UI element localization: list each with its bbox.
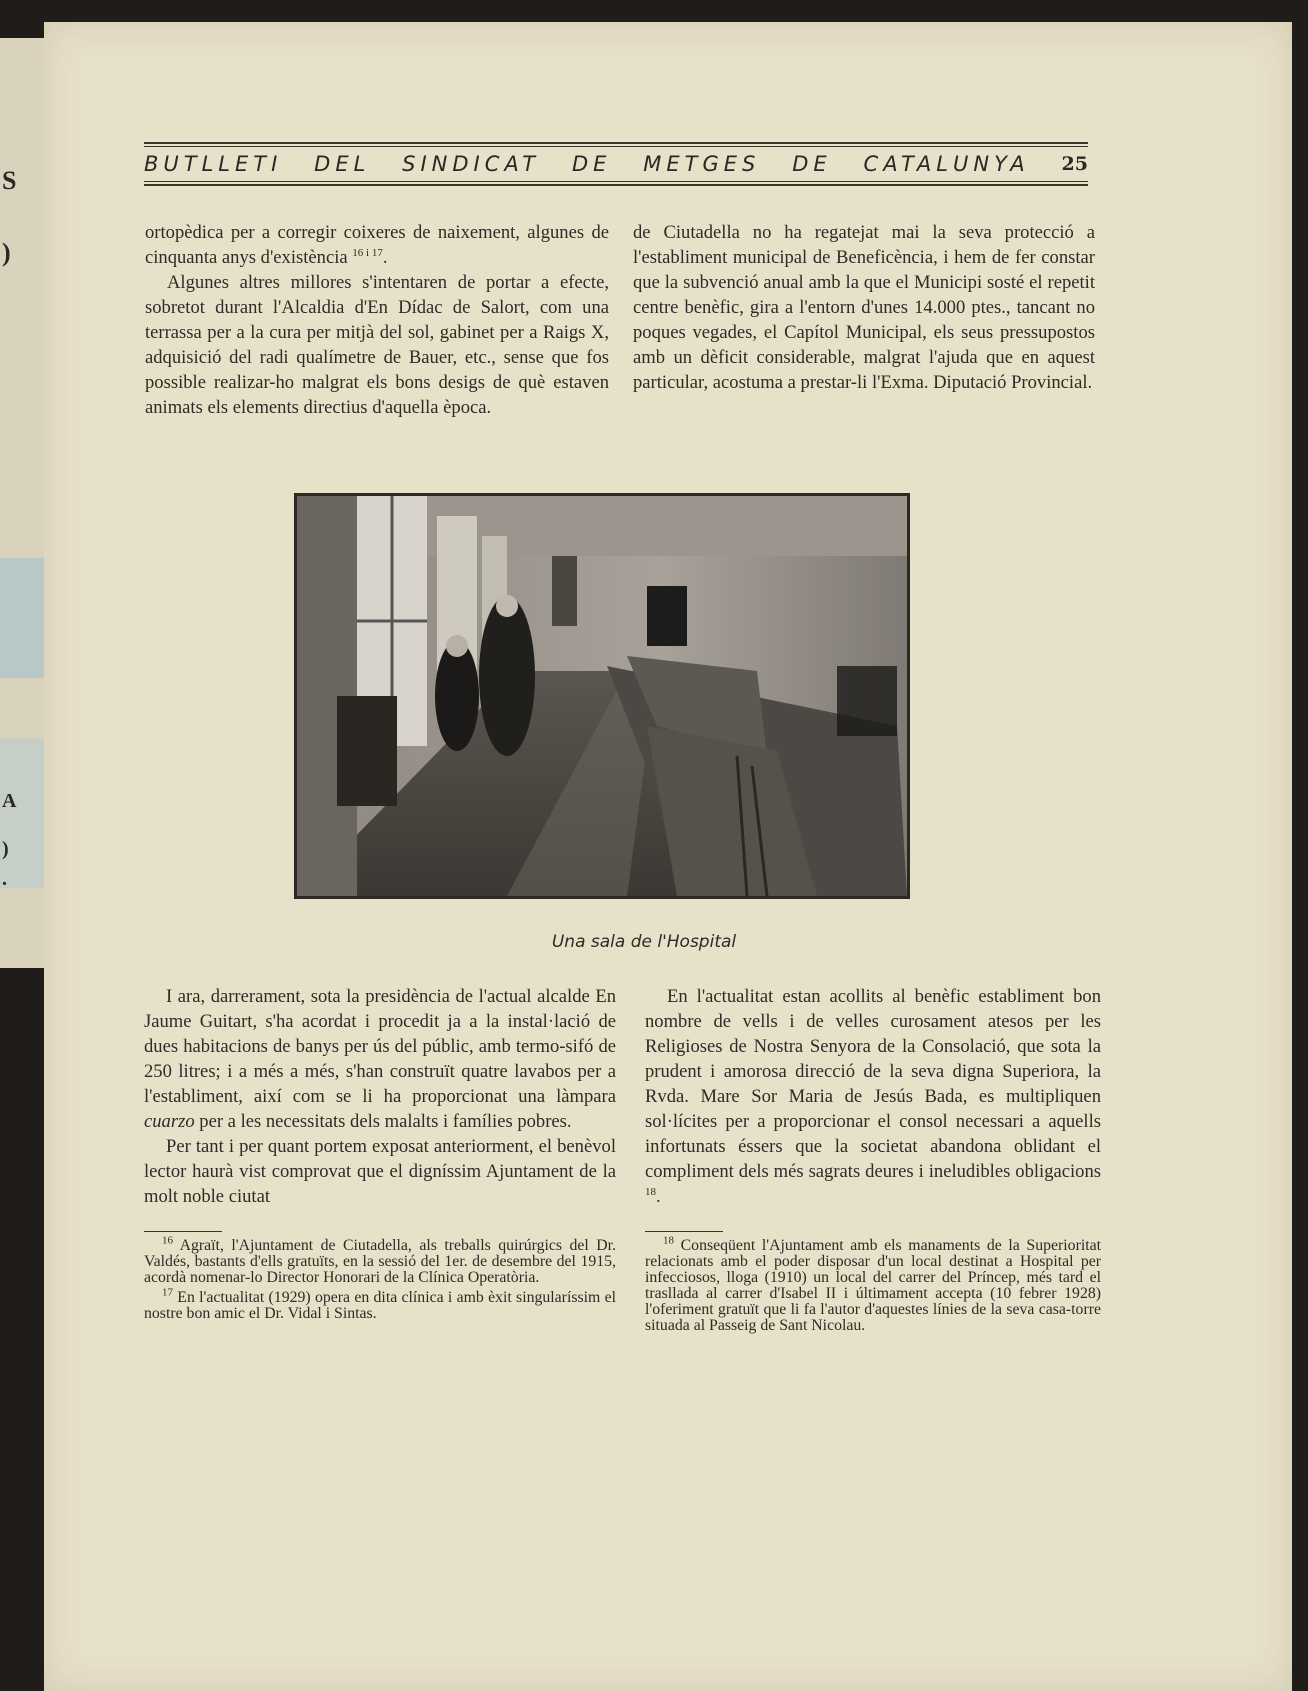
header-word: DE — [792, 152, 832, 176]
prev-page-glyph: ) — [2, 238, 11, 267]
footnote-ref: 16 i 17 — [352, 246, 383, 259]
header-word: CATALUNYA — [863, 152, 1030, 176]
column-bottom-left — [144, 984, 616, 1326]
paragraph — [645, 984, 1101, 1209]
column-top-left — [145, 220, 609, 420]
prev-page-glyph: ) — [2, 838, 9, 860]
header-rule — [144, 146, 1088, 147]
header-word: DE — [571, 152, 612, 176]
paragraph — [144, 984, 616, 1134]
hospital-ward-photo — [294, 493, 910, 899]
footnotes-left — [144, 1234, 617, 1322]
header-rule — [144, 184, 1088, 186]
prev-page-glyph: . — [2, 868, 7, 890]
header-rule — [144, 181, 1088, 182]
paragraph: de Ciutadella no ha regatejat mai la seva protecció a l'establiment municipal de Beneficència, i hem de fer constar que la subvenció anual amb la que el Municipi sosté el repetit centre benèfic, gira a l'entorn d'unes 14.000 ptes., tancant no poques vegades, el Capítol Municipal, els seus pressupostos amb un dèficit considerable, malgrat l'ajuda que en aquest particular, acostuma a prestar-li l'Exma. Diputació Provincial. — [633, 222, 1095, 393]
running-header — [144, 140, 1088, 188]
footnote — [645, 1234, 1102, 1334]
header-word: SINDICAT — [402, 152, 541, 176]
prev-page-glyph: A — [2, 790, 17, 812]
header-rule — [144, 142, 1088, 144]
paragraph-text: per a les necessitats dels malalts i famílies pobres. — [194, 1111, 572, 1132]
column-top-right — [633, 220, 1095, 395]
paragraph — [145, 220, 609, 270]
footnote-text: Agraït, l'Ajuntament de Ciutadella, als treballs quirúrgics del Dr. Valdés, bastants d'ells gratuïts, en la sessió del 1er. de desembre del 1915, acordà nomenar-lo Director Honorari de la Clínica Operatòria. — [144, 1237, 617, 1286]
header-word: METGES — [643, 152, 761, 176]
footnote — [144, 1286, 616, 1322]
paragraph: Per tant i per quant portem exposat anteriorment, el benèvol lector haurà vist comprovat que el digníssim Ajuntament de la molt noble ciutat — [144, 1136, 616, 1207]
footnote-number: 16 — [162, 1234, 173, 1247]
header-title — [144, 149, 1088, 179]
footnote-ref: 18 — [645, 1185, 656, 1198]
header-word: DEL — [314, 152, 371, 176]
paragraph-text: ortopèdica per a corregir coixeres de naixement, algunes de cinquanta anys d'existència — [145, 222, 609, 268]
column-bottom-right — [645, 984, 1101, 1338]
photo-caption: Una sala de l'Hospital — [551, 932, 737, 952]
paragraph-text: . — [656, 1186, 661, 1207]
paragraph-text: . — [382, 247, 388, 268]
footnote — [144, 1234, 617, 1286]
footnote-number: 18 — [663, 1234, 674, 1247]
footnote-text: Conseqüent l'Ajuntament amb els manaments de la Superioritat relacionats amb el poder disposar d'un local destinat a Hospital per infecciosos, lloga (1910) un local del carrer del Príncep, més tard el trasllada al carrer d'Isabel II i últimament accepta (10 febrer 1928) l'oferiment gratuït que li fa l'autor d'aquestes línies de la seva casa-torre situada al Passeig de Sant Nicolau. — [645, 1237, 1102, 1334]
paragraph: Algunes altres millores s'intentaren de portar a efecte, sobretot durant l'Alcaldia d'En Dídac de Salort, com una terrassa per a la cura per mitjà del sol, gabinet per a Raigs X, adquisició del radi qualímetre de Bauer, etc., sense que fos possible realizar-ho malgrat els bons desigs de què estaven animats els elements directius d'aquella època. — [145, 272, 609, 418]
footnote-rule — [144, 1231, 222, 1232]
emphasis-text: cuarzo — [144, 1111, 195, 1132]
footnote-rule — [645, 1231, 723, 1232]
footnote-text: En l'actualitat (1929) opera en dita clínica i amb èxit singularíssim el nostre bon amic el Dr. Vidal i Sintas. — [144, 1289, 616, 1322]
footnotes-right — [645, 1234, 1102, 1334]
paragraph-text: En l'actualitat estan acollits al benèfic establiment bon nombre de vells i de velles curosament atesos per les Religioses de Nostra Senyora de la Consolació, que sota la prudent i amorosa direcció de la seva digna Superiora, la Rvda. Mare Sor Maria de Jesús Bada, es multipliquen sol·lícites per a proporcionar el consol necessari a aquells infortunats éssers que la societat abandona oblidant el compliment dels més sagrats deures i ineludibles obligacions — [645, 986, 1101, 1182]
paragraph-text: I ara, darrerament, sota la presidència de l'actual alcalde En Jaume Guitart, s'ha acordat i procedit ja a la instal·lació de dues habitacions de banys per ús del públic, amb termo-sifó de 250 litres; i a més a més, s'han construït quatre lavabos per a l'establiment, així com se li ha proporcionat una làmpara — [144, 986, 616, 1107]
header-word: BUTLLETI — [144, 152, 283, 176]
page-number: 25 — [1061, 153, 1088, 175]
prev-page-glyph: S — [2, 166, 17, 195]
footnote-number: 17 — [162, 1286, 173, 1299]
photo-illustration — [297, 496, 907, 896]
document-page — [44, 22, 1292, 1691]
